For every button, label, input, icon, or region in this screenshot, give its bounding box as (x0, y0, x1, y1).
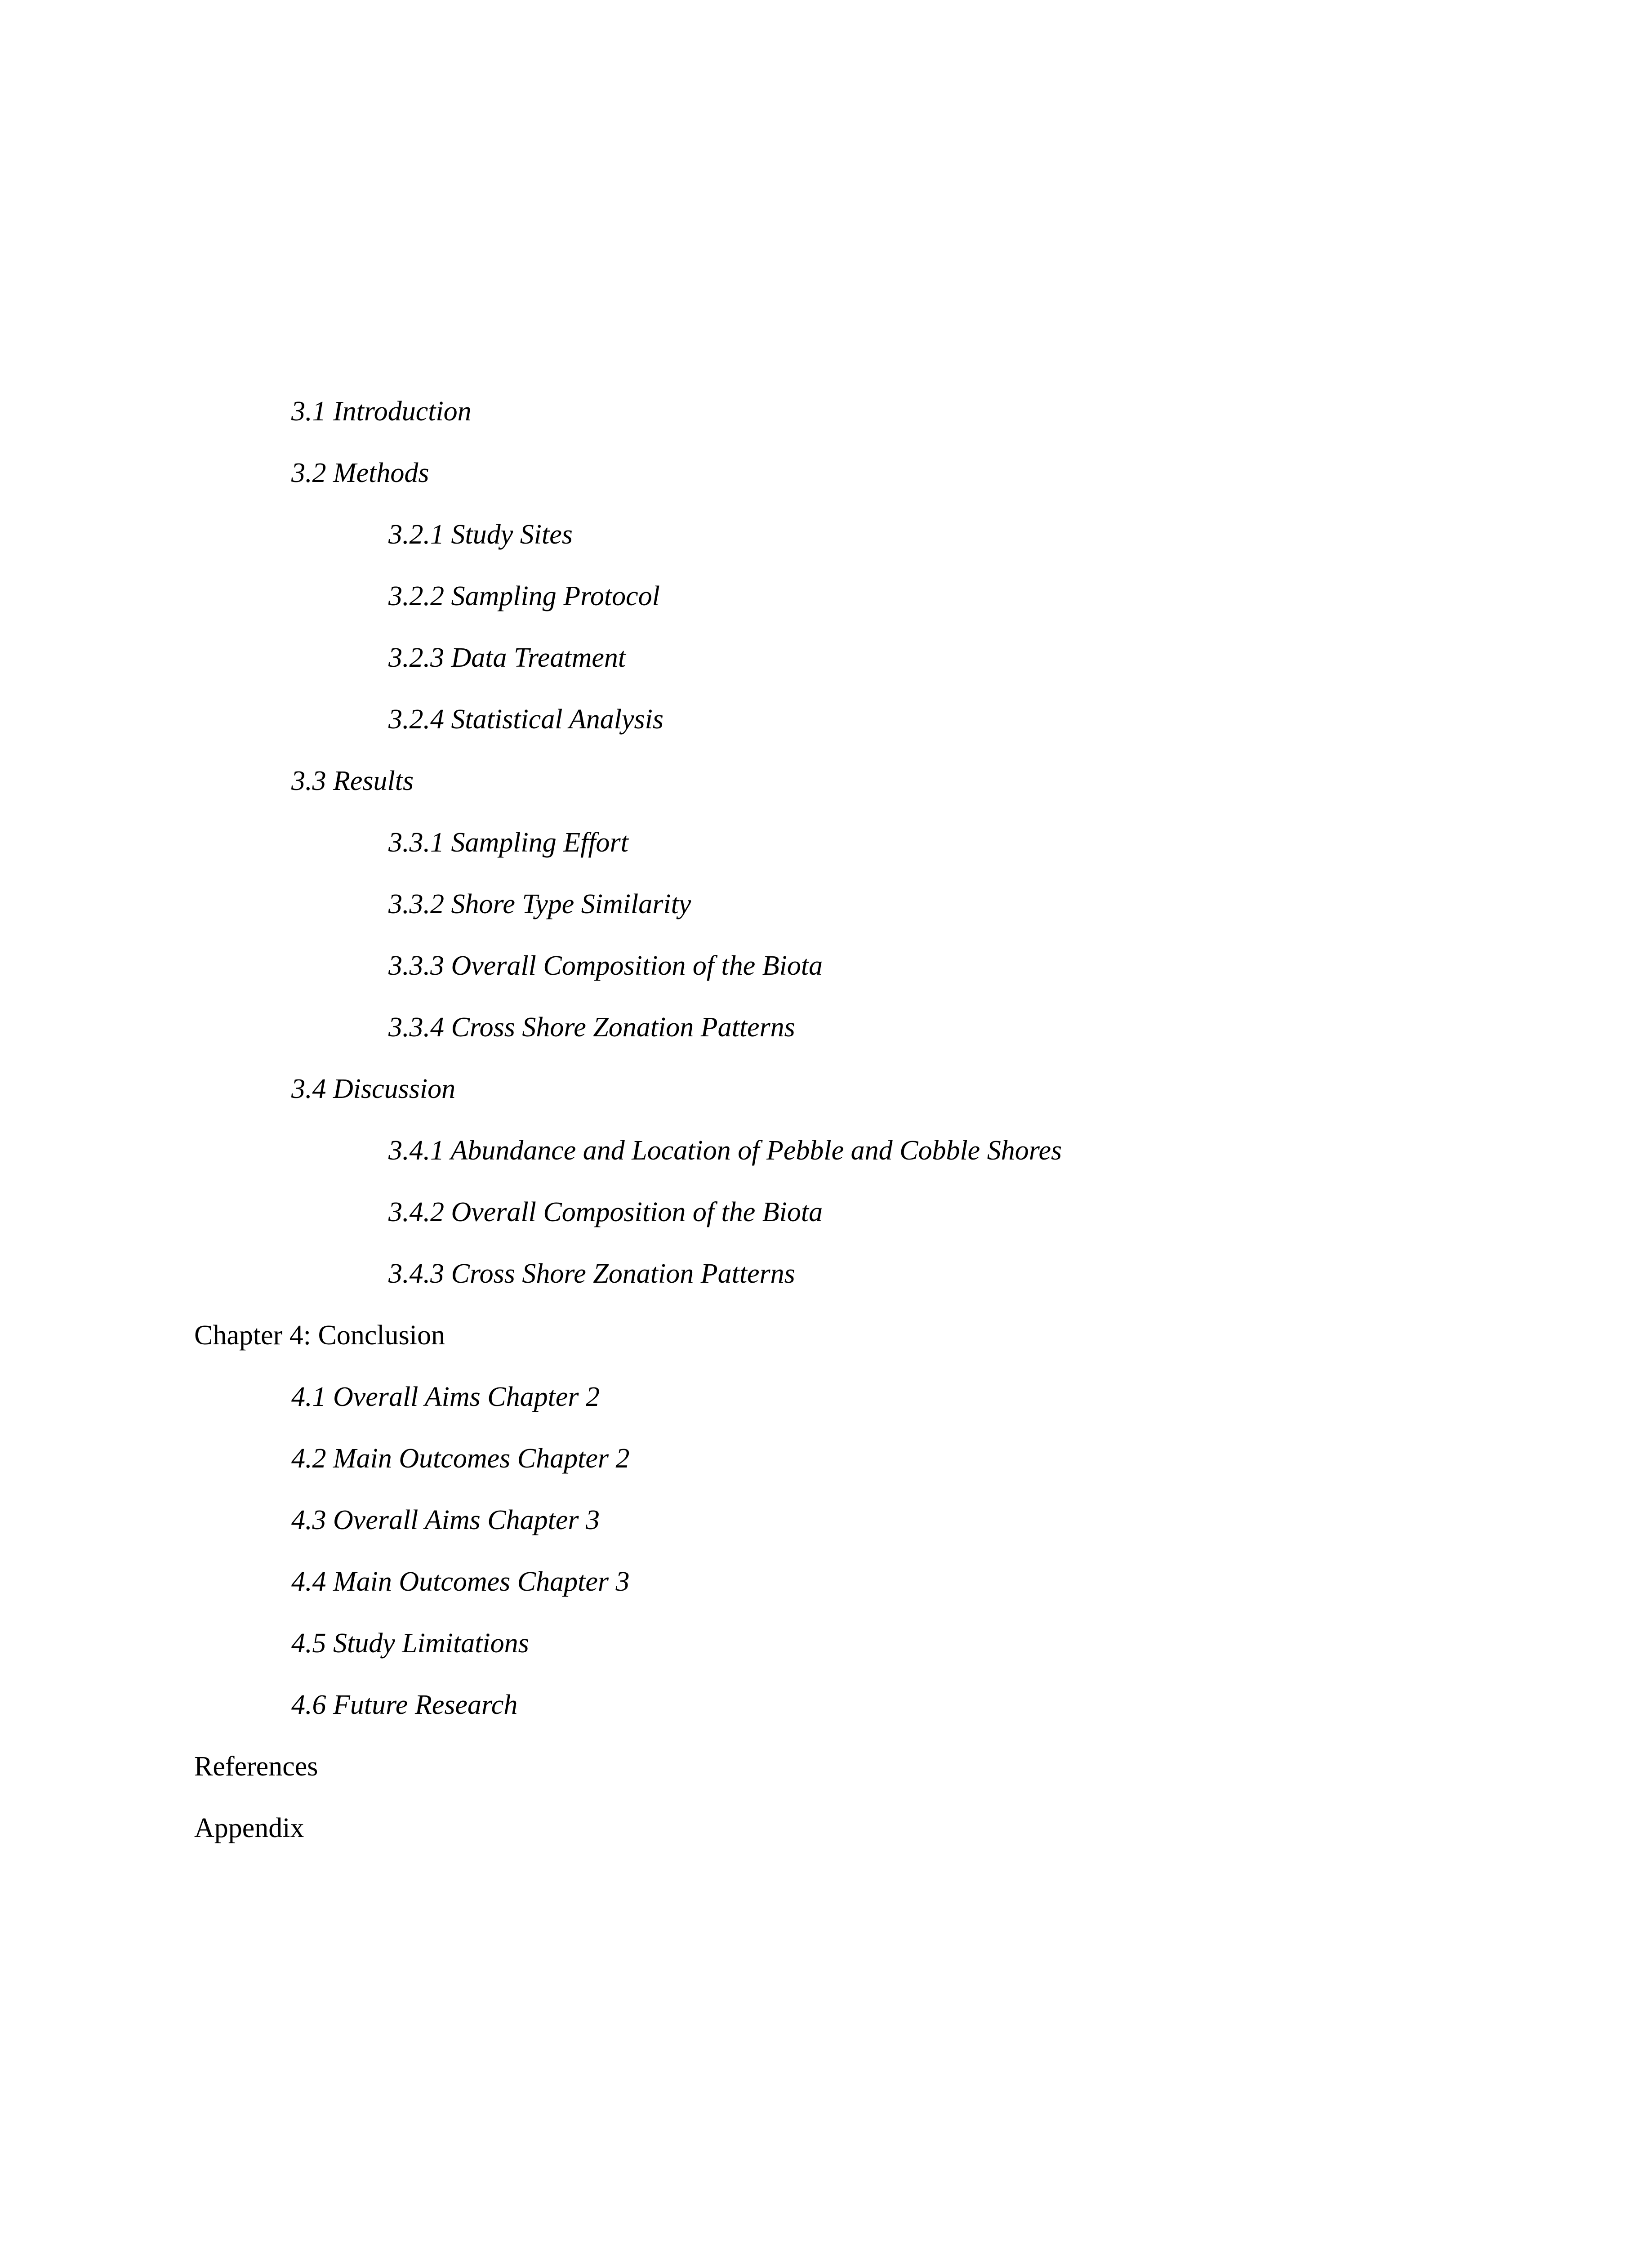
toc-entry-4-1: 4.1 Overall Aims Chapter 2 (291, 1382, 600, 1412)
toc-entry-chapter-4: Chapter 4: Conclusion (194, 1320, 445, 1351)
toc-entry-3-3-4: 3.3.4 Cross Shore Zonation Patterns (388, 1012, 795, 1043)
toc-entry-3-3-1: 3.3.1 Sampling Effort (388, 827, 628, 858)
toc-entry-3-2-1: 3.2.1 Study Sites (388, 519, 573, 550)
toc-entry-4-5: 4.5 Study Limitations (291, 1628, 529, 1659)
toc-entry-4-3: 4.3 Overall Aims Chapter 3 (291, 1505, 600, 1535)
toc-entry-3-2: 3.2 Methods (291, 458, 429, 488)
toc-entry-3-2-2: 3.2.2 Sampling Protocol (388, 581, 660, 611)
toc-entry-4-4: 4.4 Main Outcomes Chapter 3 (291, 1566, 630, 1597)
toc-entry-3-2-3: 3.2.3 Data Treatment (388, 642, 626, 673)
toc-entry-references: References (194, 1751, 318, 1782)
toc-entry-3-4-3: 3.4.3 Cross Shore Zonation Patterns (388, 1258, 795, 1289)
toc-entry-3-1: 3.1 Introduction (291, 396, 472, 427)
toc-entry-3-4: 3.4 Discussion (291, 1074, 456, 1104)
toc-entry-4-6: 4.6 Future Research (291, 1690, 518, 1720)
toc-entry-appendix: Appendix (194, 1813, 304, 1843)
toc-entry-3-3: 3.3 Results (291, 766, 414, 796)
toc-entry-3-3-3: 3.3.3 Overall Composition of the Biota (388, 950, 823, 981)
toc-entry-4-2: 4.2 Main Outcomes Chapter 2 (291, 1443, 630, 1474)
toc-entry-3-4-2: 3.4.2 Overall Composition of the Biota (388, 1197, 823, 1227)
toc-entry-3-4-1: 3.4.1 Abundance and Location of Pebble and Cobble Shores (388, 1135, 1062, 1166)
toc-entry-3-3-2: 3.3.2 Shore Type Similarity (388, 889, 691, 919)
toc-entry-3-2-4: 3.2.4 Statistical Analysis (388, 704, 663, 735)
